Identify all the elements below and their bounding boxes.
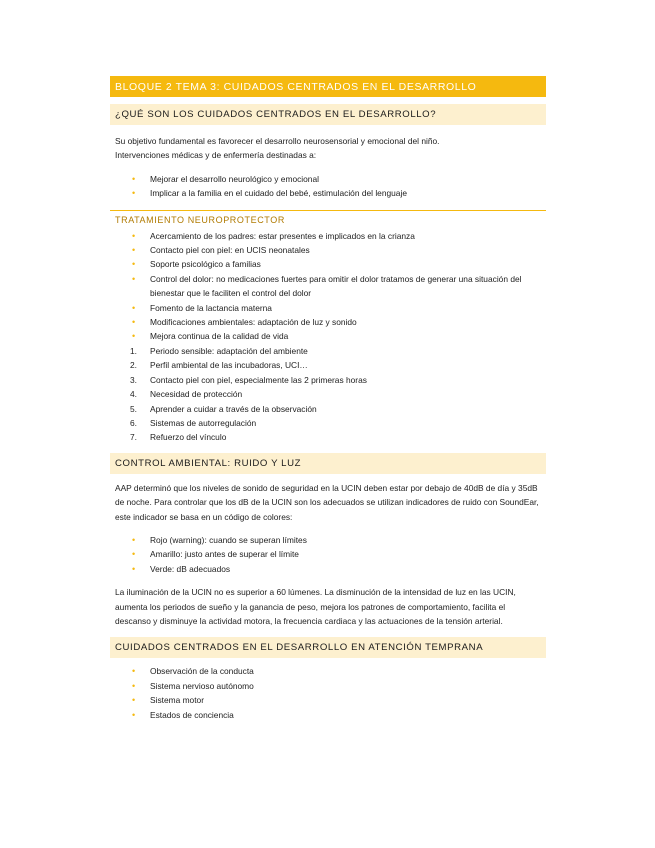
list-item: • Implicar a la familia en el cuidado del bebé, estimulación del lenguaje <box>110 186 546 200</box>
list-item: • Mejorar el desarrollo neurológico y emocional <box>110 172 546 186</box>
document-page <box>110 76 546 722</box>
bullet-icon: • <box>132 230 136 241</box>
section1-paragraph-line1: Su objetivo fundamental es favorecer el desarrollo neurosensorial y emocional del niño. <box>115 136 440 146</box>
list-item: • Amarillo: justo antes de superar el límite <box>110 547 546 561</box>
list-item: • Verde: dB adecuados <box>110 562 546 576</box>
list-item: • Estados de conciencia <box>110 708 546 722</box>
bullet-icon: • <box>132 331 136 342</box>
bullet-icon: • <box>132 259 136 270</box>
bullet-icon: • <box>132 709 136 720</box>
list-item: • Modificaciones ambientales: adaptación de luz y sonido <box>110 315 546 329</box>
bullet-icon: • <box>132 534 136 545</box>
bullet-icon: • <box>132 273 136 284</box>
bullet-icon: • <box>132 666 136 677</box>
list-number: 2. <box>130 360 137 371</box>
list-item: 2. Perfil ambiental de las incubadoras, UCI… <box>110 358 546 372</box>
list-item: • Mejora continua de la calidad de vida <box>110 329 546 343</box>
bullet-icon: • <box>132 173 136 184</box>
list-item: • Sistema motor <box>110 693 546 707</box>
section4-bullet-list <box>110 664 546 722</box>
bullet-icon: • <box>132 563 136 574</box>
list-item: • Rojo (warning): cuando se superan límites <box>110 533 546 547</box>
list-number: 6. <box>130 417 137 428</box>
bullet-icon: • <box>132 549 136 560</box>
section3-paragraph-noise: AAP determinó que los niveles de sonido de seguridad en la UCIN deben estar por debajo de 40dB de día y 35dB de noche. Para controlar que los dB de la UCIN son los adecuados se utilizan indicadores de ruido con SoundEar, este indicador se basa en un código de colores: <box>115 482 539 522</box>
list-item: • Sistema nervioso autónomo <box>110 679 546 693</box>
section1-paragraph-line2: Intervenciones médicas y de enfermería destinadas a: <box>115 150 317 161</box>
bullet-icon: • <box>132 302 136 313</box>
list-item: • Observación de la conducta <box>110 664 546 678</box>
list-item: • Acercamiento de los padres: estar presentes e implicados en la crianza <box>110 229 546 243</box>
section3-bullet-list <box>110 533 546 576</box>
section-heading-early-care: CUIDADOS CENTRADOS EN EL DESARROLLO EN ATENCIÓN TEMPRANA <box>110 637 546 658</box>
list-item: 1. Periodo sensible: adaptación del ambiente <box>110 344 546 358</box>
bullet-icon: • <box>132 245 136 256</box>
list-item: 5. Aprender a cuidar a través de la observación <box>110 402 546 416</box>
list-number: 3. <box>130 374 137 385</box>
section-heading-what-are: ¿QUÉ SON LOS CUIDADOS CENTRADOS EN EL DESARROLLO? <box>110 104 546 125</box>
list-number: 4. <box>130 389 137 400</box>
bullet-icon: • <box>132 317 136 328</box>
list-item: 3. Contacto piel con piel, especialmente las 2 primeras horas <box>110 373 546 387</box>
list-item: • Fomento de la lactancia materna <box>110 301 546 315</box>
bullet-icon: • <box>132 695 136 706</box>
list-item: 7. Refuerzo del vínculo <box>110 430 546 444</box>
list-number: 1. <box>130 345 137 356</box>
list-number: 5. <box>130 403 137 414</box>
bullet-icon: • <box>132 680 136 691</box>
list-item: 6. Sistemas de autorregulación <box>110 416 546 430</box>
list-item: • Soporte psicológico a familias <box>110 257 546 271</box>
document-title: BLOQUE 2 TEMA 3: CUIDADOS CENTRADOS EN EL DESARROLLO <box>110 76 546 97</box>
section-heading-environment: CONTROL AMBIENTAL: RUIDO Y LUZ <box>110 453 546 474</box>
section2-numbered-list <box>110 344 546 445</box>
list-item: • Control del dolor: no medicaciones fuertes para omitir el dolor tratamos de generar una situación del bienestar que le faciliten el control del dolor <box>132 273 522 299</box>
list-item: • Contacto piel con piel: en UCIS neonatales <box>110 243 546 257</box>
section2-bullet-list <box>110 229 546 344</box>
list-number: 7. <box>130 432 137 443</box>
list-item: 4. Necesidad de protección <box>110 387 546 401</box>
bullet-icon: • <box>132 188 136 199</box>
section3-paragraph-light: La iluminación de la UCIN no es superior a 60 lúmenes. La disminución de la intensidad de luz en las UCIN, aumenta los periodos de sueño y la ganancia de peso, mejora los patrones de comportamiento, facilita el descanso y disminuye la actividad motora, la frecuencia cardiaca y las actuaciones de la tensión arterial. <box>115 587 516 626</box>
section-heading-neuroprotector: TRATAMIENTO NEUROPROTECTOR <box>115 214 285 225</box>
section1-bullet-list <box>110 172 546 201</box>
